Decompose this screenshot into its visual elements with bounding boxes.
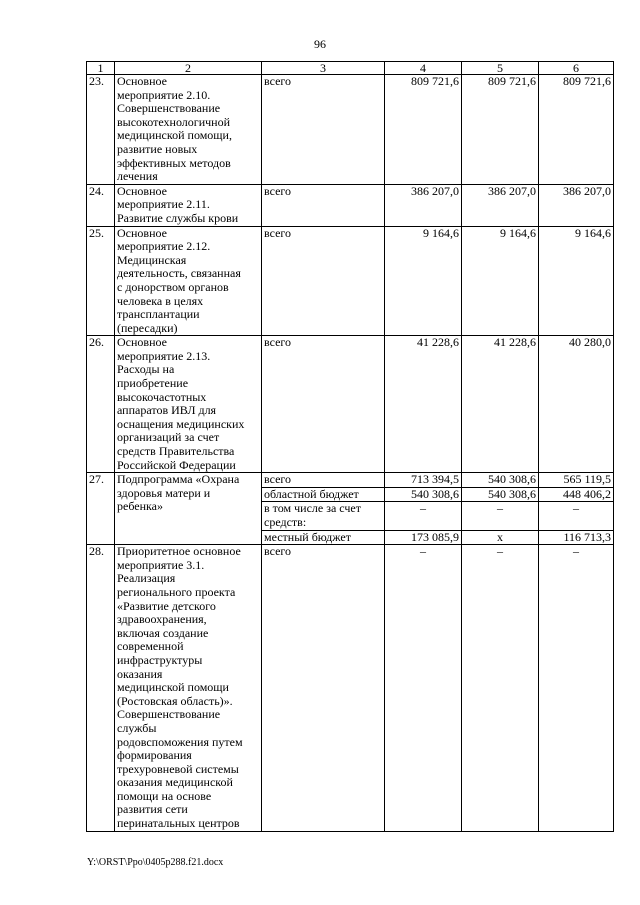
amount-col-5: 809 721,6	[462, 75, 539, 185]
amount-col-5: 386 207,0	[462, 184, 539, 226]
table-row	[87, 226, 614, 336]
funding-source: всего	[262, 336, 385, 473]
row-number: 27.	[87, 473, 115, 545]
header-cell-1: 1	[87, 62, 115, 75]
amount-col-4: 386 207,0	[385, 184, 462, 226]
amount-col-5: х	[462, 530, 539, 545]
funding-source: всего	[262, 545, 385, 831]
amount-col-6: 386 207,0	[539, 184, 614, 226]
amount-col-5: 540 308,6	[462, 473, 539, 488]
table-row	[87, 75, 614, 185]
table-row	[87, 545, 614, 831]
row-number: 28.	[87, 545, 115, 831]
table-row	[87, 473, 614, 488]
measure-name: Основное мероприятие 2.11. Развитие службы крови	[115, 184, 262, 226]
amount-col-5: –	[462, 502, 539, 530]
row-number: 24.	[87, 184, 115, 226]
amount-col-4: 713 394,5	[385, 473, 462, 488]
amount-col-4: –	[385, 502, 462, 530]
header-cell-6: 6	[539, 62, 614, 75]
amount-col-6: 9 164,6	[539, 226, 614, 336]
funding-source: областной бюджет	[262, 487, 385, 502]
amount-col-6: 809 721,6	[539, 75, 614, 185]
header-cell-3: 3	[262, 62, 385, 75]
measure-name: Основное мероприятие 2.10. Совершенствование высокотехнологичной медицинской помощи, развитие новых эффективных методов лечения	[115, 75, 262, 185]
page-number: 96	[314, 37, 326, 51]
funding-source: всего	[262, 473, 385, 488]
amount-col-6: 565 119,5	[539, 473, 614, 488]
row-number: 25.	[87, 226, 115, 336]
amount-col-5: –	[462, 545, 539, 831]
funding-source: всего	[262, 226, 385, 336]
measure-name: Приоритетное основное мероприятие 3.1. Реализация регионального проекта «Развитие детского здравоохранения, включая создание современной инфраструктуры оказания медицинской помощи (Ростовская область)». Совершенствование службы родовспоможения путем формирования трехуровневой системы оказания медицинской помощи на основе развития сети перинатальных центров	[115, 545, 262, 831]
amount-col-6: –	[539, 502, 614, 530]
amount-col-6: 40 280,0	[539, 336, 614, 473]
file-path-footer: Y:\ORST\Ppo\0405p288.f21.docx	[87, 857, 224, 868]
amount-col-4: 173 085,9	[385, 530, 462, 545]
amount-col-6: 448 406,2	[539, 487, 614, 502]
amount-col-5: 540 308,6	[462, 487, 539, 502]
row-number: 23.	[87, 75, 115, 185]
row-number: 26.	[87, 336, 115, 473]
amount-col-6: –	[539, 545, 614, 831]
table-row	[87, 336, 614, 473]
header-cell-5: 5	[462, 62, 539, 75]
measure-name: Основное мероприятие 2.13. Расходы на приобретение высокочастотных аппаратов ИВЛ для оснащения медицинских организаций за счет средств Правительства Российской Федерации	[115, 336, 262, 473]
amount-col-4: 41 228,6	[385, 336, 462, 473]
budget-table	[86, 61, 614, 832]
amount-col-4: 9 164,6	[385, 226, 462, 336]
funding-source: в том числе за счет средств:	[262, 502, 385, 530]
funding-source: местный бюджет	[262, 530, 385, 545]
header-row	[87, 62, 614, 75]
header-cell-2: 2	[115, 62, 262, 75]
amount-col-4: 540 308,6	[385, 487, 462, 502]
amount-col-5: 9 164,6	[462, 226, 539, 336]
amount-col-6: 116 713,3	[539, 530, 614, 545]
amount-col-5: 41 228,6	[462, 336, 539, 473]
funding-source: всего	[262, 184, 385, 226]
measure-name: Основное мероприятие 2.12. Медицинская деятельность, связанная с донорством органов человека в целях трансплантации (пересадки)	[115, 226, 262, 336]
amount-col-4: 809 721,6	[385, 75, 462, 185]
measure-name: Подпрограмма «Охрана здоровья матери и ребенка»	[115, 473, 262, 545]
amount-col-4: –	[385, 545, 462, 831]
funding-source: всего	[262, 75, 385, 185]
table-row	[87, 184, 614, 226]
header-cell-4: 4	[385, 62, 462, 75]
